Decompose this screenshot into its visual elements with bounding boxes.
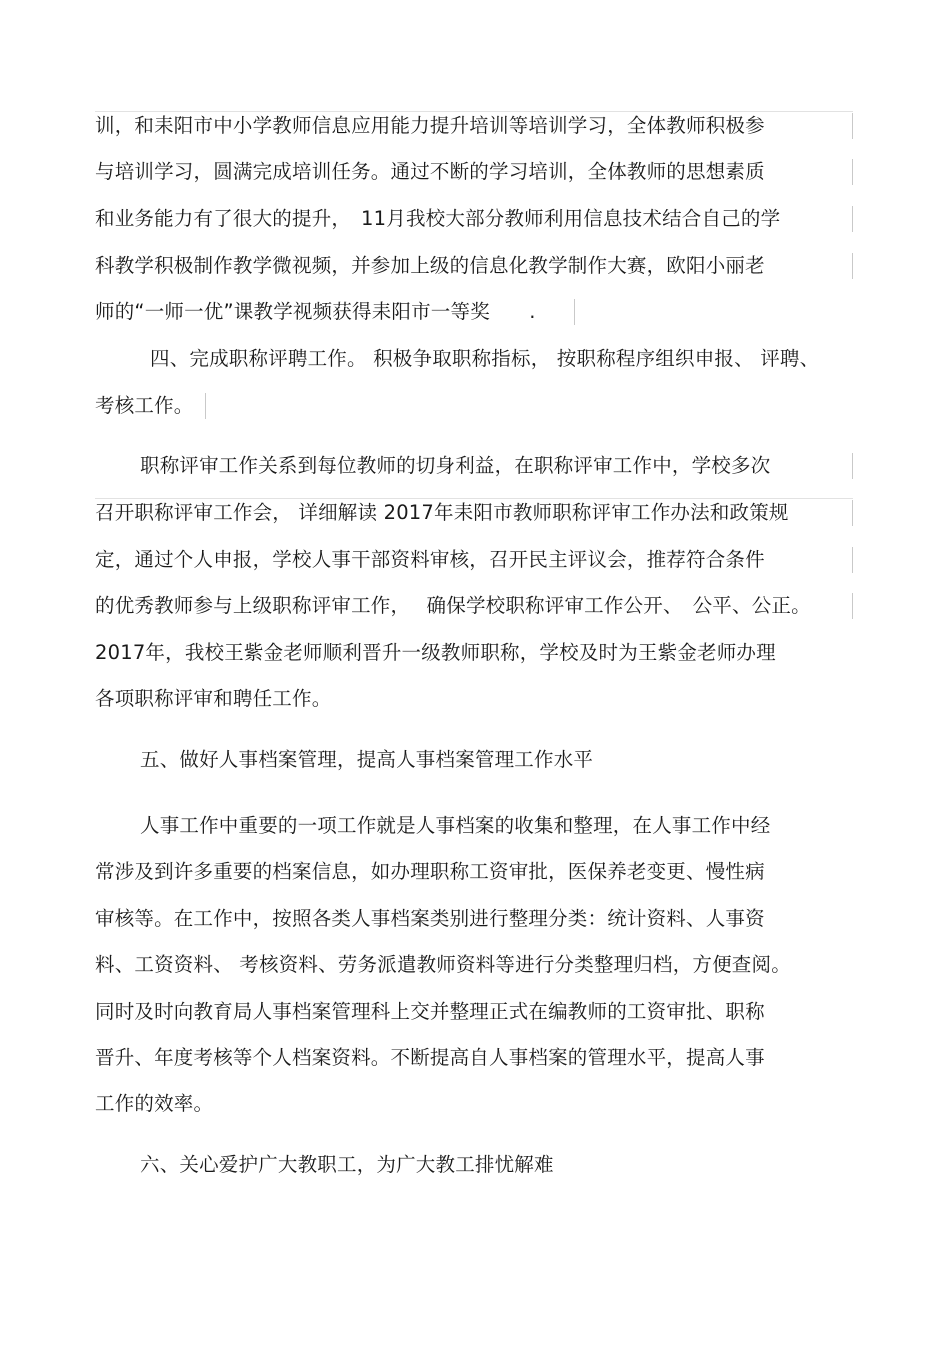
text-line-16: 常涉及到许多重要的档案信息，如办理职称工资审批，医保养老变更、慢性病 <box>95 860 765 883</box>
edge-mark <box>852 159 853 185</box>
edge-mark <box>852 500 853 526</box>
edge-mark <box>852 113 853 139</box>
text-line-8: 职称评审工作关系到每位教师的切身利益，在职称评审工作中，学校多次 <box>140 454 771 477</box>
edge-mark <box>852 253 853 279</box>
text-line-13: 各项职称评审和聘任工作。 <box>95 687 332 710</box>
text-line-4: 科教学积极制作教学微视频，并参加上级的信息化教学制作大赛，欧阳小丽老 <box>95 254 765 277</box>
text-line-19: 同时及时向教育局人事档案管理科上交并整理正式在编教师的工资审批、职称 <box>95 1000 765 1023</box>
edge-mark <box>205 393 206 419</box>
text-line-7: 考核工作。 <box>95 394 194 417</box>
edge-mark <box>95 111 853 112</box>
text-line-11: 的优秀教师参与上级职称评审工作， 确保学校职称评审工作公开、 公平、公正。 <box>95 594 811 617</box>
edge-mark <box>852 593 853 619</box>
edge-mark <box>852 206 853 232</box>
text-line-17: 审核等。在工作中，按照各类人事档案类别进行整理分类：统计资料、人事资 <box>95 907 765 930</box>
text-line-1: 训，和耒阳市中小学教师信息应用能力提升培训等培训学习，全体教师积极参 <box>95 114 765 137</box>
text-line-21: 工作的效率。 <box>95 1092 214 1115</box>
edge-mark <box>852 547 853 573</box>
edge-mark <box>574 299 575 325</box>
section-heading-5: 五、做好人事档案管理，提高人事档案管理工作水平 <box>140 748 594 771</box>
text-line-2: 与培训学习，圆满完成培训任务。通过不断的学习培训，全体教师的思想素质 <box>95 160 765 183</box>
section-heading-4: 四、完成职称评聘工作。 积极争取职称指标， 按职称程序组织申报、 评聘、 <box>150 347 820 370</box>
text-line-12: 2017年，我校王紫金老师顺利晋升一级教师职称，学校及时为王紫金老师办理 <box>95 641 776 664</box>
section-heading-6: 六、关心爱护广大教职工，为广大教工排忧解难 <box>140 1153 554 1176</box>
text-line-18: 料、工资资料、 考核资料、劳务派遣教师资料等进行分类整理归档，方便查阅。 <box>95 953 791 976</box>
text-line-20: 晋升、年度考核等个人档案资料。不断提高自人事档案的管理水平，提高人事 <box>95 1046 765 1069</box>
edge-mark <box>852 453 853 479</box>
text-line-10: 定，通过个人申报，学校人事干部资料审核，召开民主评议会，推荐符合条件 <box>95 548 765 571</box>
text-line-15: 人事工作中重要的一项工作就是人事档案的收集和整理，在人事工作中经 <box>140 814 771 837</box>
edge-mark <box>95 498 853 499</box>
text-line-5: 师的“一师一优”课教学视频获得耒阳市一等奖 . <box>95 300 536 323</box>
text-line-3: 和业务能力有了很大的提升， 11月我校大部分教师利用信息技术结合自己的学 <box>95 207 781 230</box>
text-line-9: 召开职称评审工作会， 详细解读 2017年耒阳市教师职称评审工作办法和政策规 <box>95 501 789 524</box>
